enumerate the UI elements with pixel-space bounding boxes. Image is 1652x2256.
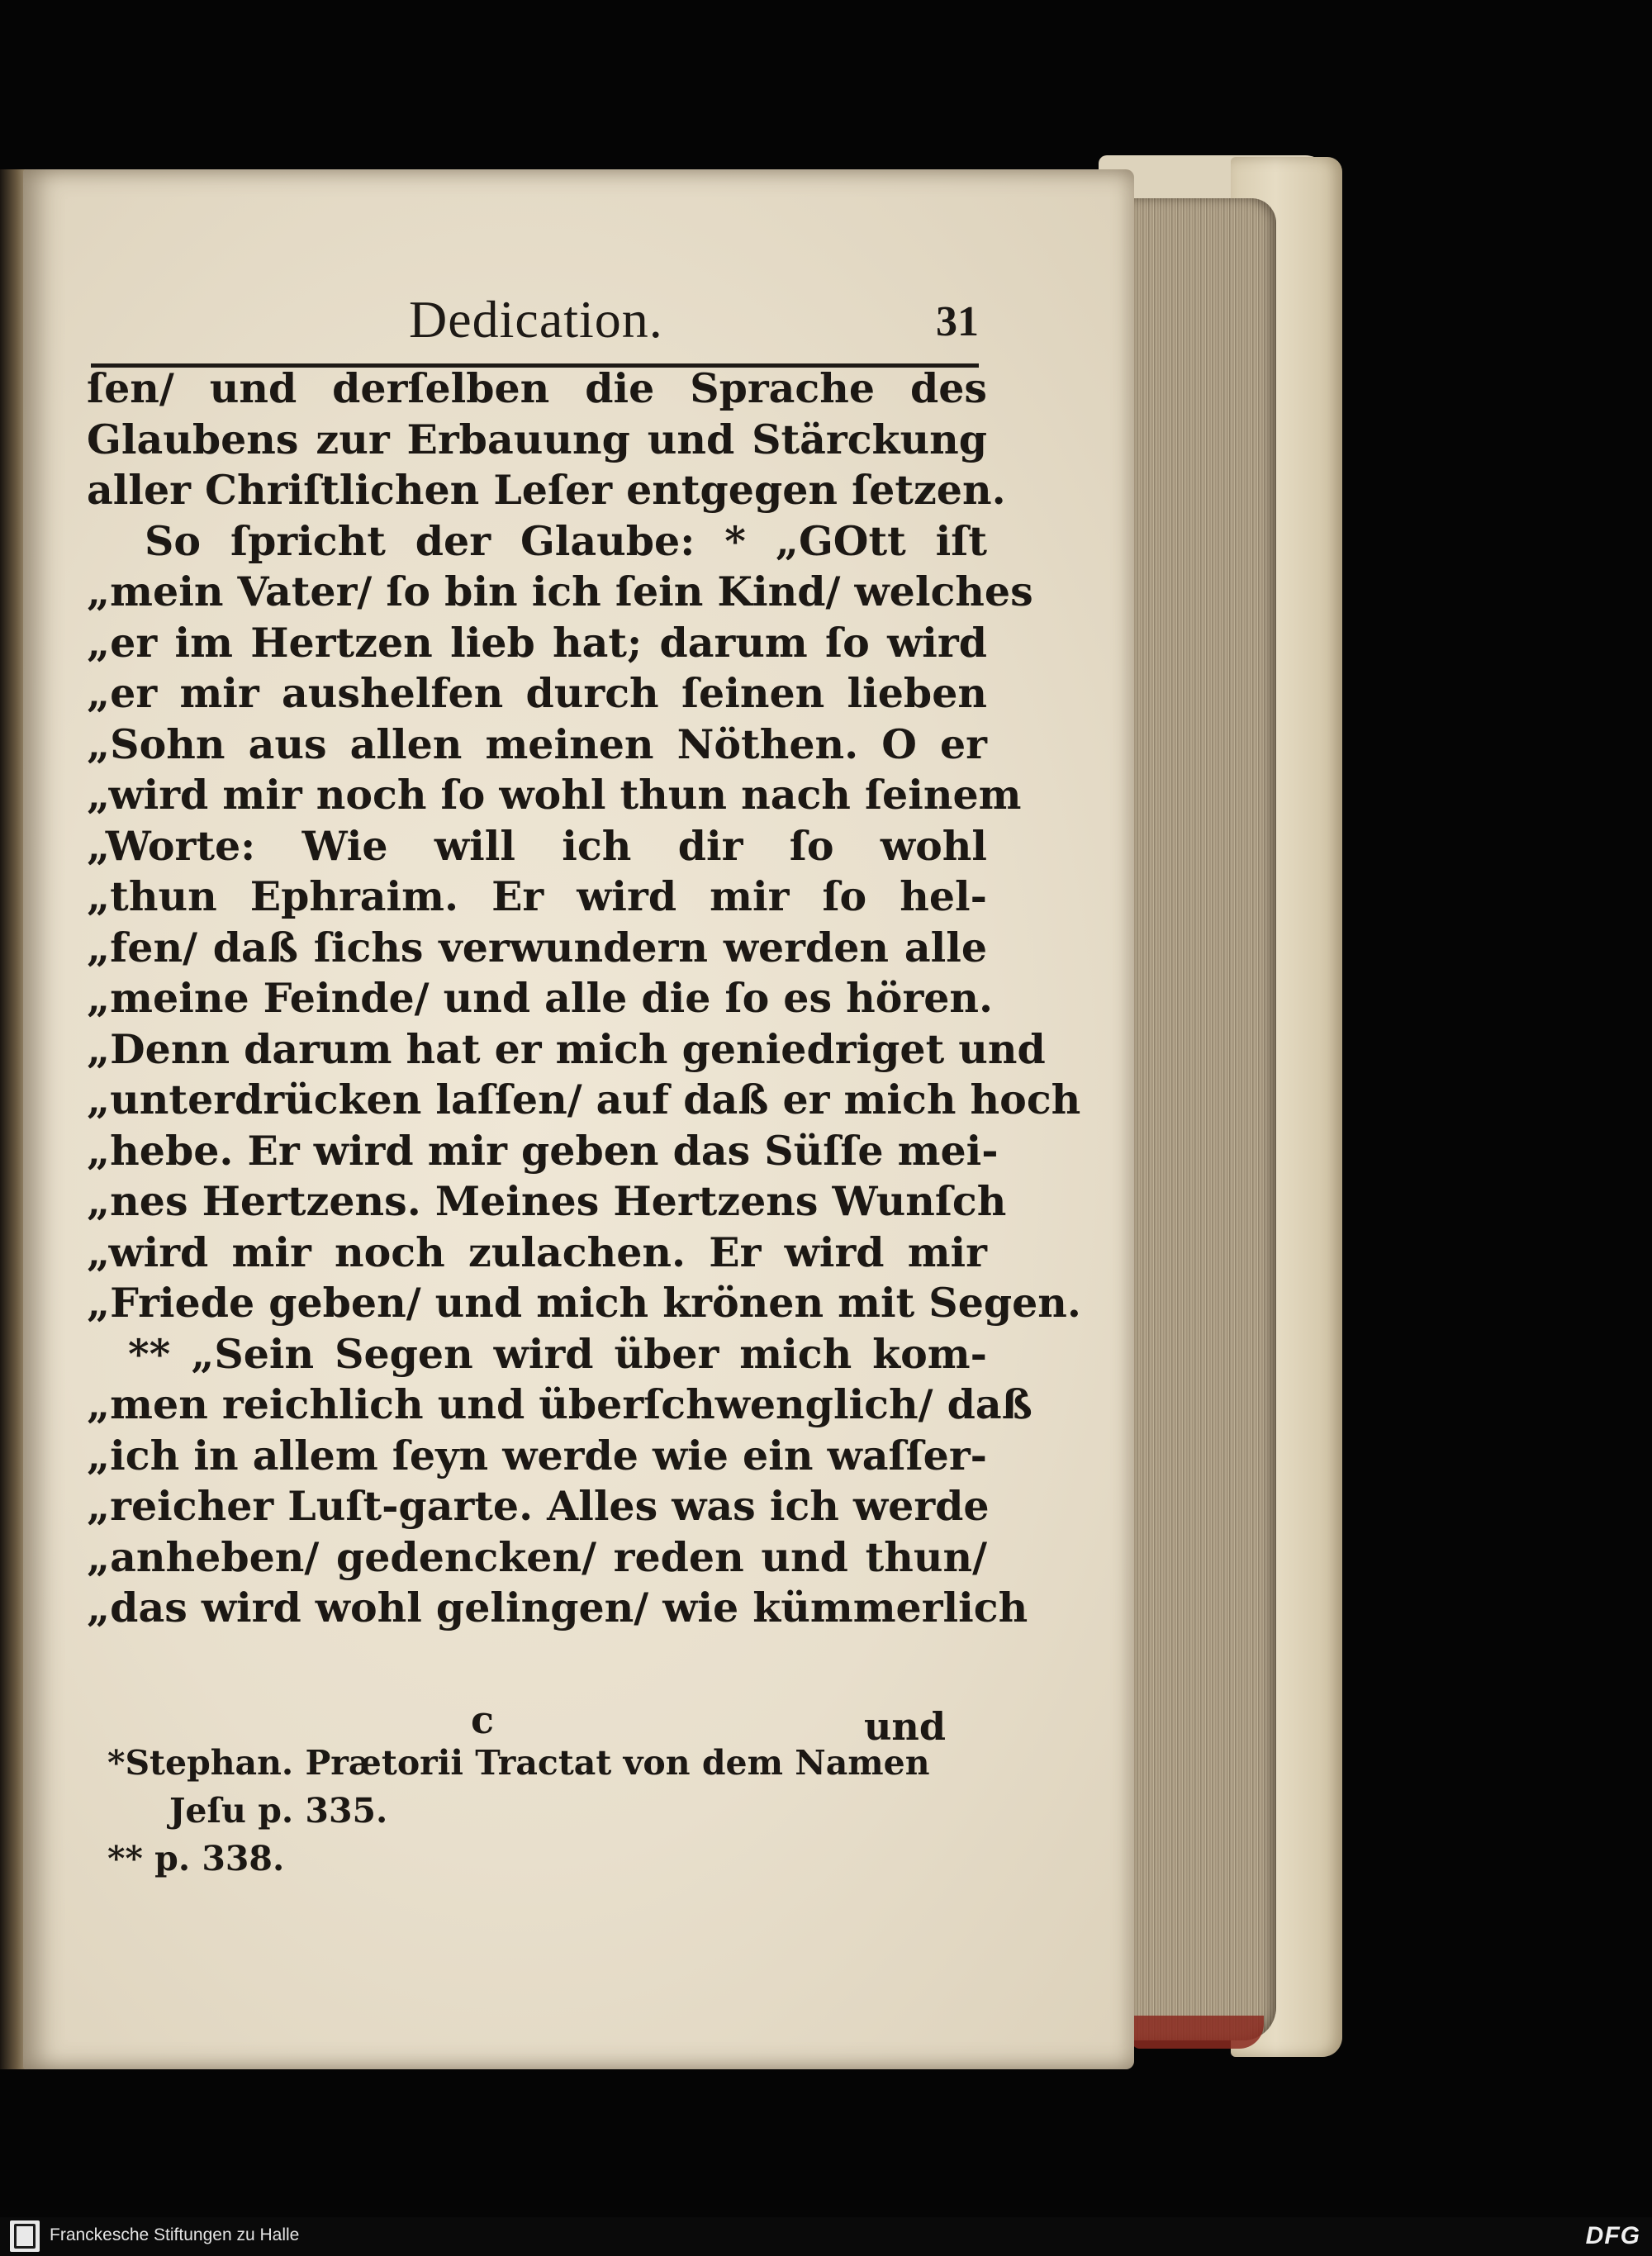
- text-line: „mein Vater/ ſo bin ich ſein Kind/ welches: [87, 568, 1033, 615]
- catchword: und: [863, 1704, 946, 1749]
- text-line: „Denn darum hat er mich geniedriget und: [87, 1024, 1046, 1073]
- text-line: ſen/ und derſelben die Sprache des: [87, 364, 987, 412]
- text-line: „ich in allem ſeyn werde wie ein waſſer-: [87, 1431, 987, 1479]
- text-line: „fen/ daß ſichs verwundern werden alle: [87, 923, 987, 971]
- text-line: „hebe. Er wird mir geben das Süſſe mei-: [87, 1126, 999, 1175]
- text-line: „men reichlich und überſchwenglich/ daß: [87, 1380, 1032, 1428]
- footnotes: [107, 1739, 942, 1883]
- footer-institution: Franckesche Stiftungen zu Halle: [50, 2225, 300, 2244]
- text-line: „er mir aushelfen durch ſeinen lieben: [87, 669, 987, 717]
- text-line: ** „Sein Segen wird über mich kom-: [128, 1329, 987, 1378]
- footnote: *Stephan. Prætorii Tractat von dem Namen: [107, 1743, 930, 1783]
- text-line: „meine Feinde/ und alle die ſo es hören.: [87, 974, 994, 1022]
- running-head: [91, 273, 979, 368]
- signature-mark: c: [471, 1698, 495, 1742]
- footnote-continuation: Jeſu p. 335.: [169, 1791, 388, 1831]
- text-line: „nes Hertzens. Meines Hertzens Wunſch: [87, 1177, 1007, 1225]
- text-line: aller Chriſtlichen Leſer entgegen ſetzen.: [87, 466, 1006, 514]
- page-fore-edge-red: [1132, 2016, 1264, 2049]
- footnote: ** p. 338.: [107, 1839, 285, 1878]
- text-line: „er im Hertzen lieb hat; darum ſo wird: [87, 618, 987, 667]
- body-text: [87, 363, 1081, 1634]
- text-line: „Worte: Wie will ich dir ſo wohl: [87, 821, 987, 870]
- text-line: „unterdrücken laſſen/ auf daß er mich hoch: [87, 1076, 1081, 1123]
- page-number: 31: [936, 298, 979, 345]
- text-line: „thun Ephraim. Er wird mir ſo hel-: [87, 872, 987, 920]
- institution-logo-icon: [10, 2220, 40, 2252]
- text-line: „wird mir noch zulachen. Er wird mir: [87, 1228, 987, 1276]
- text-line: „Friede geben/ und mich krönen mit Segen.: [87, 1279, 1081, 1327]
- running-head-title: Dedication.: [409, 290, 663, 349]
- text-line: Glaubens zur Erbauung und Stärckung: [87, 415, 987, 463]
- dfg-logo: DFG: [1585, 2222, 1640, 2249]
- text-line: „reicher Luſt-garte. Alles was ich werde: [87, 1482, 990, 1530]
- text-line: „wird mir noch ſo wohl thun nach ſeinem: [87, 771, 1022, 819]
- text-line: „anheben/ gedencken/ reden und thun/: [87, 1532, 987, 1581]
- page-fore-edge: [1119, 198, 1276, 2040]
- text-line: „das wird wohl gelingen/ wie kümmerlich: [87, 1584, 1028, 1631]
- text-line: So ſpricht der Glaube: * „GOtt iſt: [145, 516, 987, 565]
- text-line: „Sohn aus allen meinen Nöthen. O er: [87, 720, 987, 768]
